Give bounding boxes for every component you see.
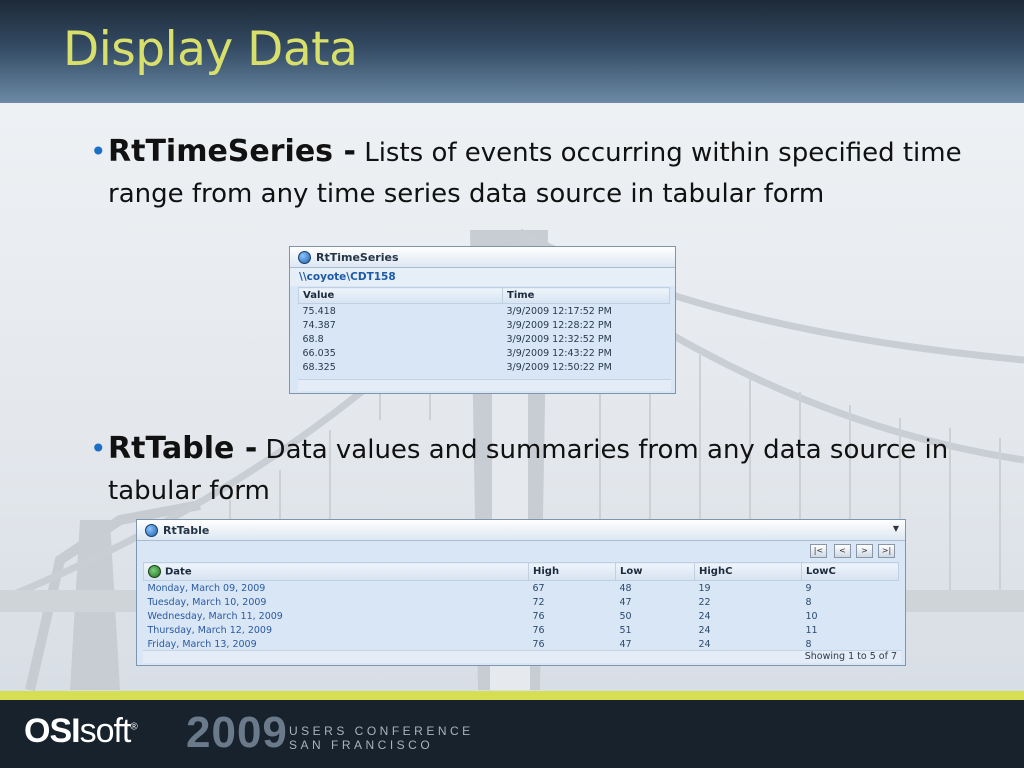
cell-time: 3/9/2009 12:50:22 PM — [506, 361, 612, 373]
cell-value: 66.035 — [302, 347, 336, 359]
brand-mark: ® — [130, 721, 137, 733]
column-header-date[interactable] — [144, 563, 529, 581]
column-header-time[interactable]: Time — [503, 288, 670, 304]
table-row — [144, 637, 899, 651]
cell-low: 50 — [619, 610, 632, 622]
osisoft-logo — [24, 712, 137, 751]
tag-path: \\coyote\CDT158 — [290, 268, 675, 286]
cell-lowc: 9 — [805, 582, 812, 594]
table-row — [144, 609, 899, 623]
table-row — [299, 318, 670, 332]
widget-title-bar — [290, 247, 675, 268]
table-row — [299, 332, 670, 346]
table-row — [299, 346, 670, 360]
dropdown-arrow-icon[interactable]: ▼ — [892, 524, 899, 533]
column-header-highc[interactable]: HighC — [695, 563, 802, 581]
table-row — [299, 360, 670, 374]
widget-title: RtTable — [163, 523, 210, 537]
cell-highc: 24 — [698, 610, 711, 622]
cell-highc: 24 — [698, 624, 711, 636]
column-header-value[interactable]: Value — [299, 288, 503, 304]
cell-low: 47 — [619, 638, 632, 650]
bullet-term: RtTimeSeries - — [108, 134, 356, 169]
cell-value: 75.418 — [302, 305, 336, 317]
bullet-dot: • — [90, 135, 107, 168]
cell-highc: 24 — [698, 638, 711, 650]
cell-high: 76 — [532, 610, 545, 622]
bullet-text: Lists of events occurring within specified time range from any time series data source in tabular form — [108, 138, 962, 209]
cell-time: 3/9/2009 12:17:52 PM — [506, 305, 612, 317]
conference-line-1: USERS CONFERENCE — [289, 724, 474, 738]
cell-lowc: 11 — [805, 624, 818, 636]
column-header-date-label: Date — [165, 566, 192, 578]
osi-logo-icon — [145, 524, 158, 537]
cell-low: 51 — [619, 624, 632, 636]
cell-high: 76 — [532, 638, 545, 650]
cell-time: 3/9/2009 12:43:22 PM — [506, 347, 612, 359]
bullet-text: Data values and summaries from any data source in tabular form — [108, 435, 949, 506]
widget-footer-strip — [298, 379, 671, 391]
conference-name — [289, 724, 474, 752]
rttable-widget — [136, 519, 906, 666]
bullet-dot: • — [90, 432, 107, 465]
cell-high: 72 — [532, 596, 545, 608]
column-header-high[interactable]: High — [529, 563, 616, 581]
brand-bold: OSI — [24, 712, 80, 750]
cell-lowc: 8 — [805, 638, 812, 650]
cell-date: Monday, March 09, 2009 — [147, 582, 266, 594]
table-row — [299, 304, 670, 319]
brand-light: soft — [79, 712, 131, 750]
table-row — [144, 595, 899, 609]
cell-value: 68.325 — [302, 361, 336, 373]
slide-header — [0, 0, 1024, 103]
first-page-button[interactable]: |< — [810, 544, 827, 558]
column-header-lowc[interactable]: LowC — [802, 563, 899, 581]
cell-value: 68.8 — [302, 333, 324, 345]
conference-year: 2009 — [186, 708, 288, 757]
paging-status: Showing 1 to 5 of 7 — [143, 650, 901, 663]
last-page-button[interactable]: >| — [878, 544, 895, 558]
cell-lowc: 8 — [805, 596, 812, 608]
cell-date: Thursday, March 12, 2009 — [147, 624, 272, 636]
slide-title: Display Data — [63, 22, 358, 77]
footer-accent-bar — [0, 691, 1024, 700]
next-page-button[interactable]: > — [856, 544, 873, 558]
cell-highc: 22 — [698, 596, 711, 608]
osi-logo-icon — [298, 251, 311, 264]
rttimeseries-widget — [289, 246, 676, 394]
cell-time: 3/9/2009 12:32:52 PM — [506, 333, 612, 345]
bullet-term: RtTable - — [108, 431, 258, 466]
table-row — [144, 623, 899, 637]
globe-icon — [148, 565, 161, 578]
cell-date: Friday, March 13, 2009 — [147, 638, 257, 650]
conference-line-2: SAN FRANCISCO — [289, 738, 434, 752]
column-header-low[interactable]: Low — [616, 563, 695, 581]
bullet-rttable — [90, 428, 998, 512]
footer — [0, 700, 1024, 768]
cell-highc: 19 — [698, 582, 711, 594]
cell-date: Wednesday, March 11, 2009 — [147, 610, 283, 622]
cell-low: 48 — [619, 582, 632, 594]
summary-table — [143, 562, 899, 651]
cell-time: 3/9/2009 12:28:22 PM — [506, 319, 612, 331]
cell-high: 67 — [532, 582, 545, 594]
cell-date: Tuesday, March 10, 2009 — [147, 596, 267, 608]
bullet-rttimeseries — [90, 131, 988, 215]
widget-title: RtTimeSeries — [316, 250, 399, 264]
previous-page-button[interactable]: < — [834, 544, 851, 558]
widget-title-bar — [137, 520, 905, 541]
cell-low: 47 — [619, 596, 632, 608]
cell-value: 74.387 — [302, 319, 336, 331]
cell-lowc: 10 — [805, 610, 818, 622]
pager — [137, 541, 905, 562]
table-row — [144, 581, 899, 596]
cell-high: 76 — [532, 624, 545, 636]
timeseries-table — [298, 287, 670, 374]
